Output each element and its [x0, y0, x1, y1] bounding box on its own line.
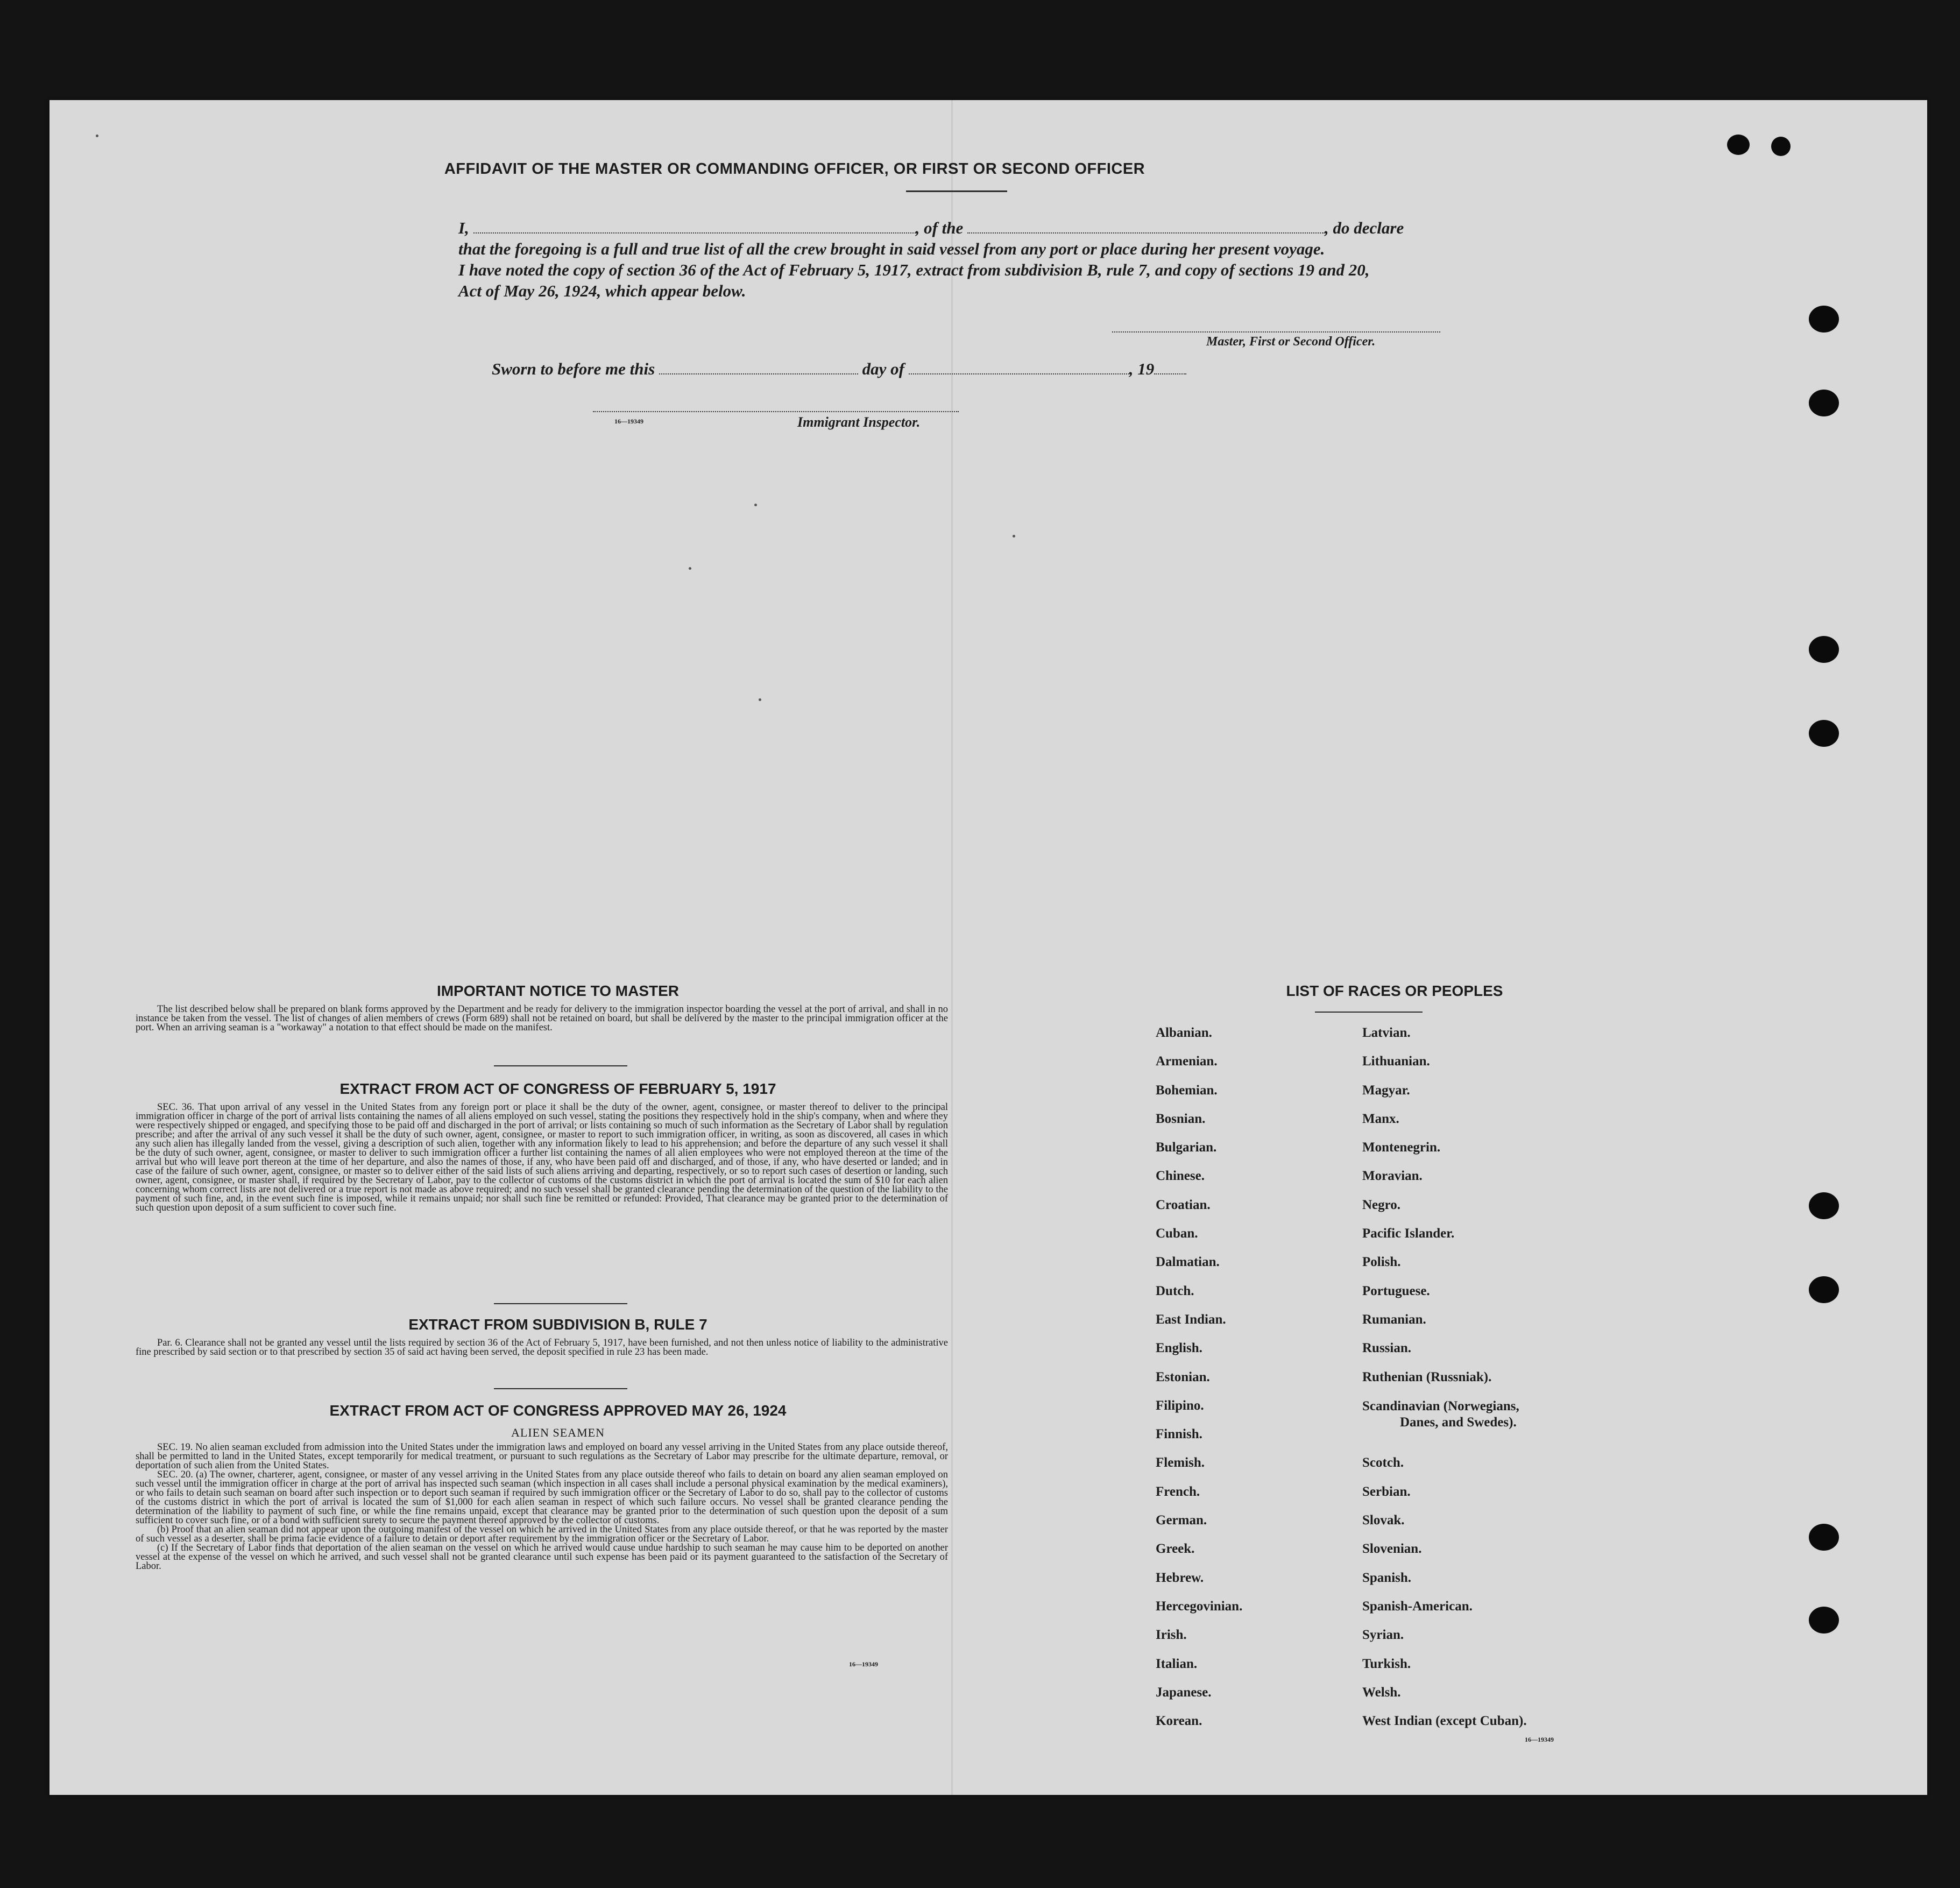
declaration-line-4: Act of May 26, 1924, which appear below. — [458, 281, 746, 300]
race-item: Irish. — [1156, 1628, 1187, 1643]
race-item: Hercegovinian. — [1156, 1599, 1243, 1614]
race-item: Albanian. — [1156, 1026, 1212, 1040]
punch-hole — [1727, 135, 1750, 155]
race-item: Spanish. — [1362, 1570, 1412, 1585]
sec-20c-paragraph: (c) If the Secretary of Labor finds that deportation of the alien seaman on the vessel on which he arrived would cause undue hardship to such seaman he may cause him to be deported on another vessel at the expense of the vessel on which he arrived, and such vessel shall not be granted clearance until such expense has been paid or its payment guaranteed to the satisfaction of the Secretary of Labor. — [136, 1543, 948, 1572]
affidavit-title: AFFIDAVIT OF THE MASTER OR COMMANDING OFFICER, OR FIRST OR SECOND OFFICER — [444, 160, 1145, 178]
fold-crease — [951, 100, 953, 1795]
signature-line — [1112, 331, 1440, 333]
document-sheet — [49, 100, 1927, 1795]
race-item: Russian. — [1362, 1341, 1412, 1356]
speck — [689, 567, 691, 570]
declaration-text — [458, 217, 1513, 301]
sec-20a-paragraph: SEC. 20. (a) The owner, charterer, agent, consignee, or master of any vessel arriving in the United States from any place outside thereof who fails to detain on board any alien seaman employed on such vessel until the immigration officer in charge at the port of arrival has inspected such seaman (which inspection in all cases shall include a personal physical examination by the medical examiners), or who fails to detain such seaman on board after such inspection or to deport such seaman if required by such immigration officer or the Secretary of Labor to do so, shall pay to the collector of customs of the customs district in which the port of arrival is located the sum of $1,000 for each alien seaman in respect of which such failure occurs. No vessel shall be granted clearance pending the determination of the liability to payment of such fine, or while the fine remains unpaid, except that clearance may be granted prior to the determination of such question upon the deposit of a sum sufficient to cover such fine, or of a bond with sufficient surety to secure the payment thereof approved by the collector of customs. — [136, 1469, 948, 1526]
race-item: Portuguese. — [1362, 1283, 1430, 1298]
race-item: Dutch. — [1156, 1283, 1194, 1298]
punch-hole — [1809, 390, 1839, 416]
race-item: Latvian. — [1362, 1026, 1411, 1040]
race-item: Manx. — [1362, 1111, 1399, 1126]
race-item: Welsh. — [1362, 1685, 1401, 1700]
name-blank — [473, 232, 916, 234]
race-item: Bosnian. — [1156, 1111, 1206, 1126]
decl-declare: , do declare — [1325, 218, 1404, 237]
race-item: English. — [1156, 1341, 1202, 1356]
punch-hole — [1809, 636, 1839, 663]
section-rule — [494, 1303, 627, 1304]
race-item: East Indian. — [1156, 1312, 1226, 1327]
speck — [96, 135, 98, 137]
punch-hole — [1809, 1276, 1839, 1303]
race-item: Greek. — [1156, 1541, 1195, 1557]
race-item: Lithuanian. — [1362, 1054, 1430, 1069]
race-item: Estonian. — [1156, 1369, 1210, 1384]
punch-hole — [1809, 1524, 1839, 1551]
race-item: Flemish. — [1156, 1455, 1205, 1470]
punch-hole — [1809, 306, 1839, 333]
race-item: Filipino. — [1156, 1398, 1204, 1413]
speck — [754, 504, 757, 506]
sworn-year-blank — [1154, 373, 1186, 374]
race-item: West Indian (except Cuban). — [1362, 1714, 1527, 1729]
race-item: Italian. — [1156, 1656, 1198, 1671]
sworn-month-blank — [909, 373, 1129, 374]
race-item: French. — [1156, 1484, 1200, 1499]
decl-i: I, — [458, 218, 469, 237]
inspector-line — [593, 411, 959, 412]
race-item: Bulgarian. — [1156, 1140, 1217, 1155]
race-item: Ruthenian (Russniak). — [1362, 1369, 1492, 1384]
rule7-title: EXTRACT FROM SUBDIVISION B, RULE 7 — [408, 1316, 707, 1333]
race-item: Armenian. — [1156, 1054, 1218, 1069]
race-item: Polish. — [1362, 1255, 1401, 1270]
notice-paragraph: The list described below shall be prepared on blank forms approved by the Department and be ready for delivery to the immigration inspector boarding the vessel at the port of arrival, and shall in no instance be taken from the vessel. The list of changes of alien members of crews (Form 689) shall not be retained on board, but shall be delivered by the master to the principal immigration officer at the port. When an arriving seaman is a "workaway" a notation to that effect should be made on the manifest. — [136, 1004, 948, 1033]
race-item: Slovenian. — [1362, 1541, 1422, 1557]
sworn-line — [492, 359, 1299, 379]
speck — [759, 698, 761, 701]
list-title-rule — [1315, 1012, 1423, 1013]
race-item: Pacific Islander. — [1362, 1226, 1455, 1241]
races-list-title: LIST OF RACES OR PEOPLES — [1286, 982, 1503, 999]
section-rule — [494, 1388, 627, 1389]
notice-body — [136, 1005, 948, 1033]
race-item: Korean. — [1156, 1714, 1202, 1729]
race-item: Spanish-American. — [1362, 1599, 1473, 1614]
sec-20b-paragraph: (b) Proof that an alien seaman did not appear upon the outgoing manifest of the vessel on which he arrived in the United States from any place outside thereof, or that he was reported by the master of such vessel as a deserter, shall be prima facie evidence of a failure to detain or deport after requirement by the immigration officer or the Secretary of Labor. — [136, 1524, 948, 1544]
sworn-year: , 19 — [1129, 359, 1155, 378]
extract-1917-body — [136, 1103, 948, 1213]
decl-of-the: , of the — [915, 218, 964, 237]
par-6-paragraph: Par. 6. Clearance shall not be granted any vessel until the lists required by section 36 of the Act of February 5, 1917, have been furnished, and not then unless notice of liability to the administrative fine prescribed by said section or to that prescribed by section 35 of said act having been served, the deposit specified in rule 23 has been made. — [136, 1338, 948, 1357]
race-item: Croatian. — [1156, 1197, 1211, 1212]
punch-hole — [1809, 720, 1839, 747]
declaration-line-1 — [458, 217, 1513, 238]
race-item: Dalmatian. — [1156, 1255, 1220, 1270]
race-item: Chinese. — [1156, 1169, 1205, 1184]
extract-1924-body — [136, 1443, 948, 1571]
race-item: Magyar. — [1362, 1083, 1410, 1098]
race-item: Serbian. — [1362, 1484, 1411, 1499]
punch-hole — [1809, 1192, 1839, 1219]
race-item: Moravian. — [1362, 1169, 1423, 1184]
sec-36-paragraph: SEC. 36. That upon arrival of any vessel in the United States from any foreign port or place it shall be the duty of the owner, agent, consignee, or master thereof to deliver to the principal immigration officer in charge of the port of arrival lists containing the names of all aliens employed on such vessel, stating the positions they respectively hold in the ship's company, when and where they were respectively shipped or engaged, and specifying those to be paid off and discharged in the port of arrival; or lists containing so much of such information as the Secretary of Labor shall by regulation prescribe; and after the arrival of any such vessel it shall be the duty of such owner, agent, consignee, or master to report to such immigration officer, in writing, as soon as discovered, all cases in which any such alien has illegally landed from the vessel, giving a description of such alien, together with any information likely to lead to his apprehension; and before the departure of any such vessel it shall be the duty of such owner, agent, consignee, or master to deliver to such immigration officer a further list containing the names of all alien employees who were not employed thereon at the time of the arrival but who will leave port thereon at the time of her departure, and also the names of those, if any, who have been paid off and discharged, and of those, if any, who have deserted or landed; and in case of the failure of such owner, agent, consignee, or master so to deliver either of the said lists of such aliens arriving and departing, respectively, or so to report such cases of desertion or landing, such owner, agent, consignee, or master shall, if required by the Secretary of Labor, pay to the collector of customs of the customs district in which the port of arrival is located the sum of $10 for each alien concerning whom correct lists are not delivered or a true report is not made as above required; and no such vessel shall be granted clearance pending the determination of the question of the liability to the payment of such fine, and, in the event such fine is imposed, while it remains unpaid; nor shall such fine be remitted or refunded: Provided, That clearance may be granted prior to the determination of such question upon deposit of a sum sufficient to cover such fine. — [136, 1102, 948, 1213]
race-item: Scotch. — [1362, 1455, 1404, 1470]
race-item: Scandinavian (Norwegians, — [1362, 1398, 1519, 1413]
race-item: Cuban. — [1156, 1226, 1198, 1241]
race-item: Finnish. — [1156, 1427, 1202, 1442]
extract-1924-title: EXTRACT FROM ACT OF CONGRESS APPROVED MAY 26, 1924 — [329, 1402, 787, 1419]
punch-hole — [1809, 1607, 1839, 1634]
race-item: Turkish. — [1362, 1656, 1411, 1671]
declaration-line-2: that the foregoing is a full and true list of all the crew brought in said vessel from any port or place during her present voyage. — [458, 239, 1325, 258]
race-item: Bohemian. — [1156, 1083, 1218, 1098]
alien-seamen-heading: ALIEN SEAMEN — [511, 1426, 605, 1439]
punch-hole — [1771, 137, 1791, 156]
speck — [1013, 535, 1015, 538]
race-item: Syrian. — [1362, 1628, 1404, 1643]
section-rule — [494, 1065, 627, 1066]
race-item: Rumanian. — [1362, 1312, 1426, 1327]
form-number-top: 16—19349 — [614, 418, 643, 425]
sworn-day-blank — [659, 373, 858, 374]
race-item-continuation: Danes, and Swedes). — [1400, 1415, 1517, 1430]
race-item: German. — [1156, 1513, 1207, 1528]
sworn-day-of: day of — [862, 359, 904, 378]
notice-title: IMPORTANT NOTICE TO MASTER — [436, 982, 680, 999]
inspector-label: Immigrant Inspector. — [797, 414, 921, 430]
form-number-left: 16—19349 — [849, 1660, 878, 1668]
title-rule — [906, 190, 1007, 192]
sec-19-paragraph: SEC. 19. No alien seaman excluded from admission into the United States under the immigration laws and employed on board any vessel arriving in the United States from any place outside thereof, shall be permitted to land in the United States, except temporarily for medical treatment, or pursuant to such regulations as the Secretary of Labor may prescribe for the ultimate departure, removal, or deportation of such alien from the United States. — [136, 1442, 948, 1471]
race-item: Slovak. — [1362, 1513, 1405, 1528]
rule7-body — [136, 1339, 948, 1357]
race-item: Montenegrin. — [1362, 1140, 1441, 1155]
signature-label: Master, First or Second Officer. — [1206, 335, 1376, 349]
vessel-blank — [967, 232, 1325, 234]
race-item: Negro. — [1362, 1197, 1401, 1212]
form-number-right: 16—19349 — [1525, 1736, 1554, 1743]
race-item: Japanese. — [1156, 1685, 1212, 1700]
races-column-2 — [1362, 1026, 1527, 1742]
race-item-scandinavian — [1362, 1398, 1527, 1456]
sworn-prefix: Sworn to before me this — [492, 359, 655, 378]
races-column-1 — [1156, 1026, 1242, 1742]
declaration-line-3: I have noted the copy of section 36 of the Act of February 5, 1917, extract from subdivision B, rule 7, and copy of sections 19 and 20, — [458, 260, 1370, 279]
race-item: Hebrew. — [1156, 1570, 1204, 1585]
extract-1917-title: EXTRACT FROM ACT OF CONGRESS OF FEBRUARY 5, 1917 — [339, 1080, 776, 1097]
